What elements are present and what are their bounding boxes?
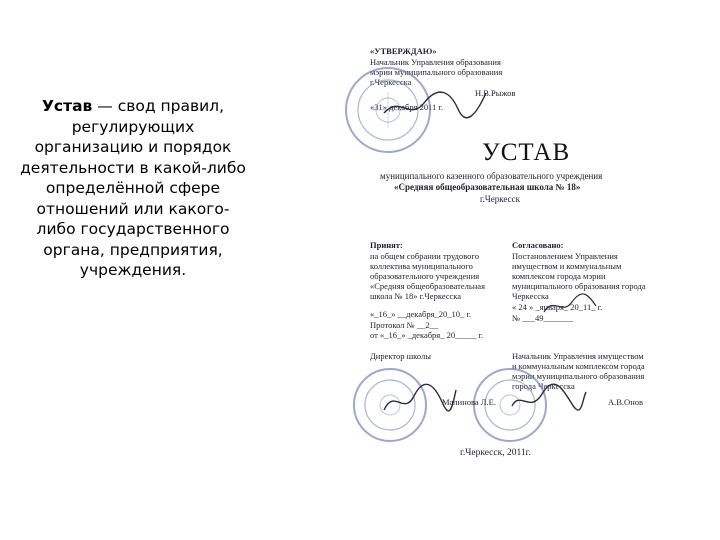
definition-text-block bbox=[18, 96, 248, 281]
approve-line-2: мэрии муниципального образования bbox=[370, 67, 503, 77]
director-name: Малинова Л.Е. bbox=[442, 397, 497, 407]
agreed-line: имуществом и коммунальным bbox=[512, 261, 622, 271]
document-title: УСТАВ bbox=[482, 139, 571, 166]
agreed-date: « 24 » _января_ 20_11_ г. bbox=[512, 302, 603, 312]
agreed-signature bbox=[540, 290, 600, 320]
agreed-line: муниципального образования города bbox=[512, 281, 646, 291]
chief-line: и коммунальным комплексом города bbox=[512, 361, 645, 371]
approve-line-3: г.Черкесска bbox=[370, 77, 412, 87]
director-label: Директор школы bbox=[370, 351, 431, 361]
agreed-heading: Согласовано: bbox=[512, 240, 564, 250]
document-footer: г.Черкесск, 2011г. bbox=[460, 448, 531, 458]
chief-line: города Черкесска bbox=[512, 381, 575, 391]
subtitle-line-3: г.Черкесск bbox=[480, 194, 520, 204]
chief-name: А.В.Онов bbox=[608, 397, 644, 407]
approve-date: «31» декабря 2011 г. bbox=[370, 102, 444, 112]
accepted-line: на общем собрании трудового bbox=[370, 251, 479, 261]
approve-line-1: Начальник Управления образования bbox=[370, 57, 501, 67]
accepted-date: «_16_» __декабря_20_10_ г. bbox=[370, 309, 472, 319]
accepted-line: образовательного учреждения bbox=[370, 271, 480, 281]
accepted-protocol: Протокол № __2__ bbox=[370, 320, 439, 330]
agreed-line: комплексом города мэрии bbox=[512, 271, 606, 281]
accepted-heading: Принят: bbox=[370, 240, 403, 250]
approve-name: Н.В.Рыжов bbox=[475, 88, 516, 98]
definition-term: Устав bbox=[41, 97, 93, 115]
definition-body: — свод правил, регулирующих организацию и порядок деятельности в какой-либо определённой сфере отношений или какого-либо государственного органа, предприятия, учреждения. bbox=[20, 97, 246, 279]
approve-signature bbox=[380, 85, 490, 125]
charter-document-image bbox=[340, 40, 680, 470]
chief-line: Начальник Управления имуществом bbox=[512, 351, 644, 361]
chief-signature bbox=[508, 380, 588, 420]
agreed-line: Черкесска bbox=[512, 291, 549, 301]
accepted-line: коллектива муниципального bbox=[370, 261, 473, 271]
agreed-line: Постановлением Управления bbox=[512, 251, 618, 261]
agreed-number: № ___49_______ bbox=[512, 313, 574, 323]
approve-heading: «УТВЕРЖДАЮ» bbox=[370, 46, 437, 56]
chief-line: мэрии муниципального образования bbox=[512, 371, 645, 381]
subtitle-line-1: муниципального казенного образовательного учреждения bbox=[380, 171, 603, 181]
accepted-protocol-date: от «_16_» _декабря_ 20_____ г. bbox=[370, 330, 484, 340]
subtitle-line-2: «Средняя общеобразовательная школа № 18» bbox=[394, 182, 581, 192]
accepted-line: школа № 18» г.Черкесска bbox=[370, 291, 462, 301]
accepted-line: «Средняя общеобразовательная bbox=[370, 281, 485, 291]
